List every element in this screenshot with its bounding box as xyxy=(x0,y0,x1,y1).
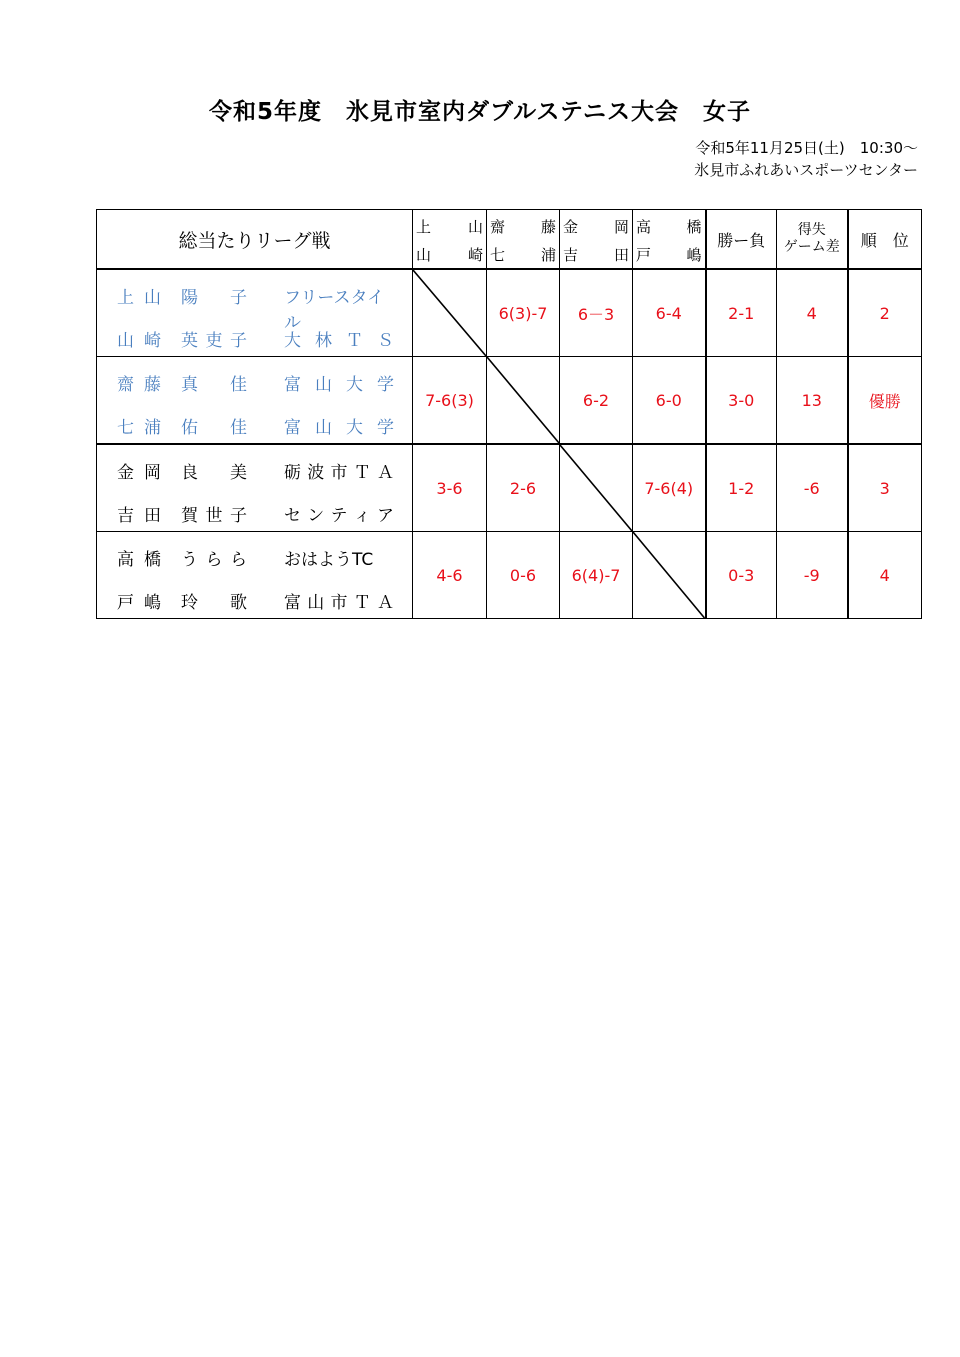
event-venue: 氷見市ふれあいスポーツセンター xyxy=(694,161,918,179)
given-name-char: 英 xyxy=(181,331,198,351)
given-name-char: ら xyxy=(205,550,223,570)
club-name xyxy=(284,413,394,438)
winloss-value: 3-0 xyxy=(706,357,777,445)
opponent-header-4 xyxy=(633,210,706,270)
match-score: 4-6 xyxy=(413,532,487,619)
player-line xyxy=(117,588,394,613)
family-name xyxy=(117,370,161,395)
family-name-char: 吉 xyxy=(117,506,134,526)
family-name xyxy=(117,545,161,570)
given-name xyxy=(181,370,247,395)
player-row xyxy=(97,532,922,619)
given-name-char: ら xyxy=(230,550,247,570)
header-row xyxy=(97,210,922,270)
club-name-char: ン xyxy=(307,506,325,526)
given-name xyxy=(181,458,247,483)
opp-char: 吉 xyxy=(563,246,579,264)
player-line xyxy=(117,501,394,526)
opp-char: 浦 xyxy=(540,246,556,264)
player-name xyxy=(117,545,247,570)
family-name-char: 戸 xyxy=(117,593,134,613)
given-name-char: 佳 xyxy=(230,375,247,395)
family-name-char: 高 xyxy=(117,550,134,570)
opp-char: 山 xyxy=(416,246,432,264)
family-name-char: 金 xyxy=(117,463,134,483)
club-name-char: 学 xyxy=(377,375,394,395)
pair-cell xyxy=(97,269,413,357)
opponent-header-2 xyxy=(487,210,560,270)
self-match-cell xyxy=(413,269,487,357)
self-match-cell xyxy=(487,357,560,445)
club-name-char: Ｔ xyxy=(353,463,371,483)
given-name-char: 佑 xyxy=(181,418,198,438)
club-name-char: 山 xyxy=(315,375,332,395)
club-name xyxy=(284,588,394,613)
player-line xyxy=(117,370,394,395)
opponent-header-1 xyxy=(413,210,487,270)
given-name xyxy=(181,545,247,570)
club-name-char: 林 xyxy=(315,331,332,351)
given-name-char: 美 xyxy=(230,463,247,483)
pair-cell xyxy=(97,357,413,445)
club-name-char: テ xyxy=(330,506,348,526)
family-name xyxy=(117,413,161,438)
club-name xyxy=(284,458,394,483)
winloss-value: 2-1 xyxy=(706,269,777,357)
given-name-char: う xyxy=(181,550,198,570)
match-score: 6-4 xyxy=(633,269,706,357)
club-name: フリースタイル xyxy=(284,288,385,333)
family-name xyxy=(117,588,161,613)
diagonal-line xyxy=(413,270,486,356)
game-diff-header-line1: 得失 xyxy=(797,222,826,238)
given-name-char: 子 xyxy=(230,288,247,308)
family-name-char: 山 xyxy=(144,288,161,308)
player-name xyxy=(117,501,247,526)
club-name: おはようTC xyxy=(284,550,374,570)
game-diff-header-line2: ゲーム差 xyxy=(783,239,840,255)
given-name xyxy=(181,588,247,613)
match-score: 6-0 xyxy=(633,357,706,445)
family-name-char: 崎 xyxy=(144,331,161,351)
club-name-char: 大 xyxy=(346,375,363,395)
club-name-char: 学 xyxy=(377,418,394,438)
club-name-char: 富 xyxy=(284,418,301,438)
match-score: 7-6(3) xyxy=(413,357,487,445)
given-name-char: 子 xyxy=(230,331,247,351)
player-name xyxy=(117,588,247,613)
club-name-char: 山 xyxy=(307,593,325,613)
given-name-char: 佳 xyxy=(230,418,247,438)
opp-char: 田 xyxy=(613,246,629,264)
player-row xyxy=(97,444,922,532)
self-match-cell xyxy=(633,532,706,619)
family-name-char: 山 xyxy=(117,331,134,351)
opp-char: 崎 xyxy=(467,246,483,264)
given-name-char: 真 xyxy=(181,375,198,395)
game-diff-value: 4 xyxy=(777,269,848,357)
club-name-char: 富 xyxy=(284,593,301,613)
family-name xyxy=(117,458,161,483)
opp-char: 七 xyxy=(490,246,506,264)
game-diff-header xyxy=(777,210,848,270)
family-name-char: 上 xyxy=(117,288,134,308)
player-line xyxy=(117,545,394,570)
pair-cell xyxy=(97,444,413,532)
match-score: 6(3)-7 xyxy=(487,269,560,357)
club-name-char: ィ xyxy=(353,506,371,526)
game-diff-value: -9 xyxy=(777,532,848,619)
player-name xyxy=(117,413,247,438)
given-name-char: 歌 xyxy=(230,593,247,613)
family-name-char: 七 xyxy=(117,418,134,438)
family-name-char: 嶋 xyxy=(144,593,161,613)
given-name xyxy=(181,413,247,438)
given-name xyxy=(181,326,247,351)
club-name-char: Ａ xyxy=(377,593,394,613)
league-label: 総当たりリーグ戦 xyxy=(97,210,413,270)
given-name-char: 陽 xyxy=(181,288,198,308)
club-name xyxy=(284,326,394,351)
winloss-value: 1-2 xyxy=(706,444,777,532)
given-name-char: 子 xyxy=(230,506,247,526)
given-name-char: 賀 xyxy=(181,506,198,526)
club-name-char: 市 xyxy=(330,593,348,613)
club-name-char: 富 xyxy=(284,375,301,395)
player-name xyxy=(117,370,247,395)
opponent-header-3 xyxy=(560,210,633,270)
club-name-char: Ｔ xyxy=(346,331,363,351)
player-line xyxy=(117,413,394,438)
player-line xyxy=(117,326,394,351)
player-row xyxy=(97,269,922,357)
given-name-char: 世 xyxy=(205,506,223,526)
winloss-header: 勝ー負 xyxy=(706,210,777,270)
given-name-char: 玲 xyxy=(181,593,198,613)
family-name xyxy=(117,501,161,526)
opp-char: 橋 xyxy=(686,218,702,236)
given-name-char: 良 xyxy=(181,463,198,483)
club-name-char: 大 xyxy=(346,418,363,438)
rank-value: 3 xyxy=(848,444,922,532)
match-score: 6-2 xyxy=(560,357,633,445)
family-name-char: 藤 xyxy=(144,375,161,395)
diagonal-line xyxy=(487,357,559,443)
club-name-char: セ xyxy=(284,506,301,526)
opp-char: 山 xyxy=(467,218,483,236)
event-info xyxy=(694,137,918,181)
club-name xyxy=(284,370,394,395)
club-name-char: Ｔ xyxy=(353,593,371,613)
opp-char: 金 xyxy=(563,218,579,236)
opp-char: 岡 xyxy=(613,218,629,236)
rank-value: 2 xyxy=(848,269,922,357)
club-name xyxy=(284,501,394,526)
given-name-char: 吏 xyxy=(205,331,223,351)
game-diff-value: 13 xyxy=(777,357,848,445)
page-title: 令和5年度 氷見市室内ダブルステニス大会 女子 xyxy=(208,99,751,125)
match-score: 2-6 xyxy=(487,444,560,532)
match-score: 7-6(4) xyxy=(633,444,706,532)
club-name-char: 波 xyxy=(307,463,325,483)
club-name-char: Ｓ xyxy=(377,331,394,351)
family-name xyxy=(117,326,161,351)
club-name-char: 山 xyxy=(315,418,332,438)
family-name-char: 浦 xyxy=(144,418,161,438)
league-table xyxy=(96,209,922,619)
opp-char: 戸 xyxy=(636,246,652,264)
player-line xyxy=(117,458,394,483)
opp-char: 上 xyxy=(416,218,432,236)
family-name-char: 田 xyxy=(144,506,161,526)
club-name-char: 大 xyxy=(284,331,301,351)
opp-char: 高 xyxy=(636,218,652,236)
player-name xyxy=(117,458,247,483)
club-name-char: ア xyxy=(377,506,394,526)
player-name xyxy=(117,326,247,351)
family-name-char: 岡 xyxy=(144,463,161,483)
diagonal-line xyxy=(560,445,632,531)
opp-char: 藤 xyxy=(540,218,556,236)
opp-char: 嶋 xyxy=(686,246,702,264)
club-name-char: 市 xyxy=(330,463,348,483)
family-name-char: 齋 xyxy=(117,375,134,395)
diagonal-line xyxy=(633,532,705,618)
player-row xyxy=(97,357,922,445)
rank-header: 順 位 xyxy=(848,210,922,270)
rank-value: 優勝 xyxy=(848,357,922,445)
pair-cell xyxy=(97,532,413,619)
match-score: 6－3 xyxy=(560,269,633,357)
rank-value: 4 xyxy=(848,532,922,619)
self-match-cell xyxy=(560,444,633,532)
match-score: 6(4)-7 xyxy=(560,532,633,619)
match-score: 0-6 xyxy=(487,532,560,619)
match-score: 3-6 xyxy=(413,444,487,532)
club-name-char: 砺 xyxy=(284,463,301,483)
given-name xyxy=(181,501,247,526)
opp-char: 齋 xyxy=(490,218,506,236)
winloss-value: 0-3 xyxy=(706,532,777,619)
game-diff-value: -6 xyxy=(777,444,848,532)
event-date: 令和5年11月25日(土) 10:30～ xyxy=(695,139,918,157)
club-name-char: Ａ xyxy=(377,463,394,483)
family-name-char: 橋 xyxy=(144,550,161,570)
